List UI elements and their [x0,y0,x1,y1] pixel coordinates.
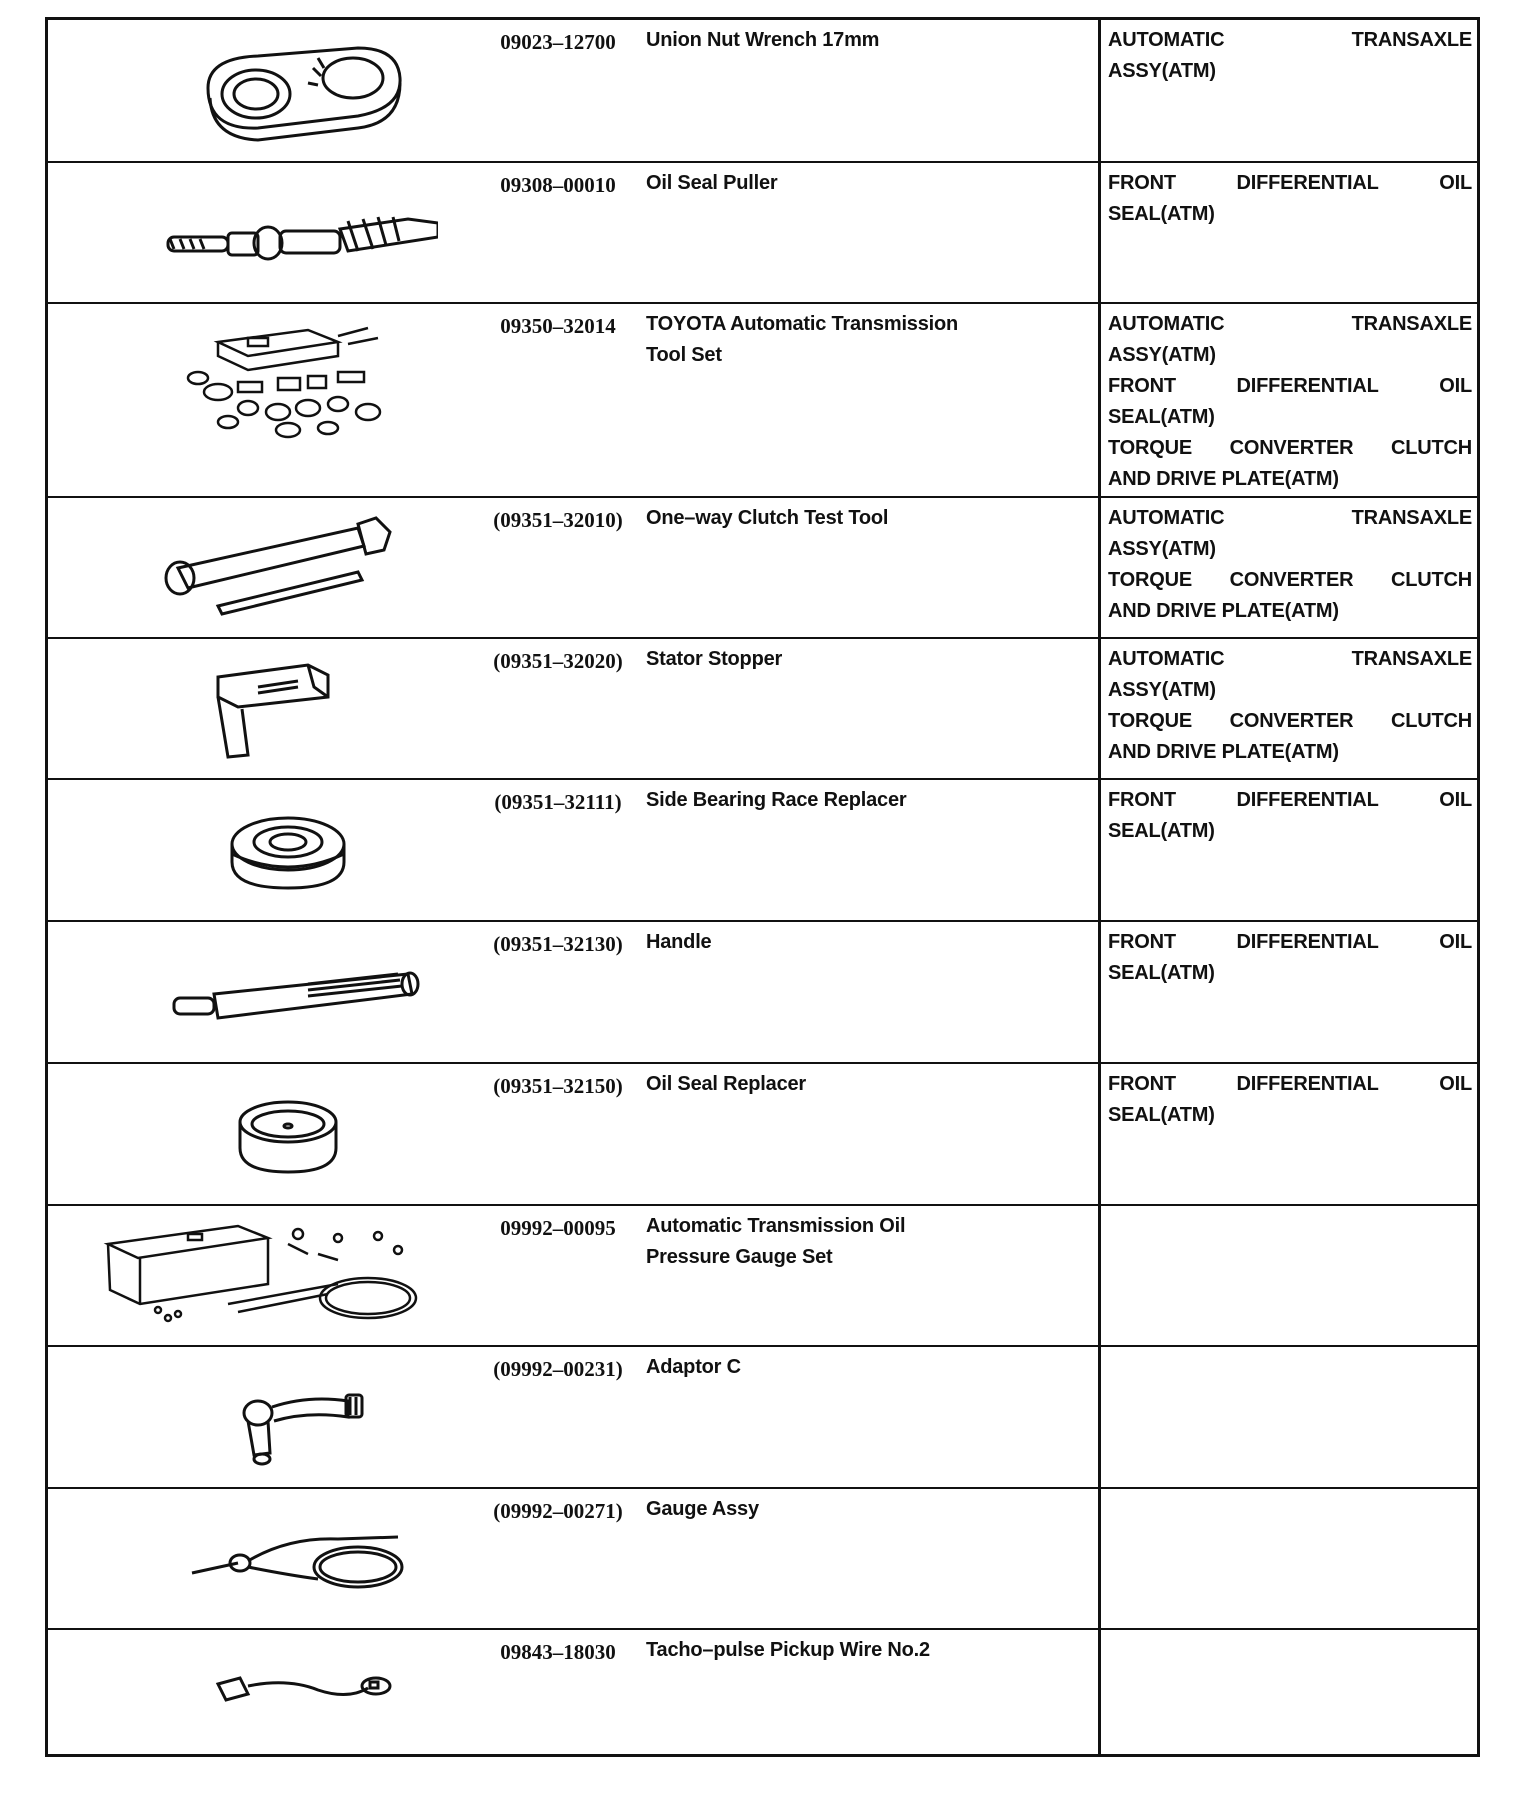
table-row [48,20,1477,163]
oil-seal-replacer-illustration [108,1072,438,1192]
tool-name: Oil Seal Replacer [646,1073,807,1095]
table-row [48,163,1477,304]
table-row [48,780,1477,922]
part-number: 09992–00095 [500,1216,616,1240]
part-number: (09351–32150) [493,1074,623,1098]
usage-cell: FRONT DIFFERENTIAL OIL SEAL(ATM) [1108,789,1472,842]
column-divider [1098,498,1101,637]
table-row [48,1630,1477,1757]
part-number: 09023–12700 [500,30,616,54]
tool-name: Handle [646,931,712,953]
tool-name: Side Bearing Race Replacer [646,789,907,811]
table-row [48,498,1477,639]
oil-seal-puller-illustration [108,171,438,291]
handle-illustration [108,930,438,1050]
table-row [48,922,1477,1064]
tool-name: Oil Seal Puller [646,172,778,194]
stator-stopper-illustration [108,647,438,767]
tool-name: TOYOTA Automatic Transmission Tool Set [646,313,959,366]
tool-name: Automatic Transmission Oil Pressure Gauge Set [646,1215,906,1268]
column-divider [1098,1630,1101,1757]
usage-cell: AUTOMATIC TRANSAXLE ASSY(ATM) TORQUE CONVERTER CLUTCH AND DRIVE PLATE(ATM) [1108,648,1472,763]
usage-cell: FRONT DIFFERENTIAL OIL SEAL(ATM) [1108,931,1472,984]
gauge-assy-illustration [108,1497,438,1617]
usage-cell: AUTOMATIC TRANSAXLE ASSY(ATM) TORQUE CONVERTER CLUTCH AND DRIVE PLATE(ATM) [1108,507,1472,622]
part-number: (09351–32020) [493,649,623,673]
table-row [48,1489,1477,1630]
adaptor-c-illustration [108,1355,438,1475]
column-divider [1098,1206,1101,1345]
column-divider [1098,163,1101,302]
tool-name: One–way Clutch Test Tool [646,507,889,529]
column-divider [1098,304,1101,496]
part-number: (09992–00271) [493,1499,623,1523]
pickup-wire-illustration [108,1638,438,1758]
part-number: (09351–32111) [494,790,622,814]
table-row [48,1347,1477,1489]
part-number: (09992–00231) [493,1357,623,1381]
column-divider [1098,922,1101,1062]
tool-name: Stator Stopper [646,648,783,670]
column-divider [1098,639,1101,778]
pressure-gauge-set-illustration [88,1214,448,1334]
column-divider [1098,780,1101,920]
union-nut-wrench-illustration [108,28,438,148]
clutch-test-tool-illustration [108,506,438,626]
column-divider [1098,1489,1101,1628]
special-service-tools-table [45,17,1480,1757]
table-row [48,304,1477,498]
usage-cell: AUTOMATIC TRANSAXLE ASSY(ATM) [1108,29,1472,82]
tool-name: Tacho–pulse Pickup Wire No.2 [646,1639,930,1661]
part-number: 09843–18030 [500,1640,616,1664]
column-divider [1098,1347,1101,1487]
usage-cell: FRONT DIFFERENTIAL OIL SEAL(ATM) [1108,1073,1472,1126]
part-number: 09308–00010 [500,173,616,197]
table-row [48,639,1477,780]
usage-cell: AUTOMATIC TRANSAXLE ASSY(ATM) FRONT DIFFERENTIAL OIL SEAL(ATM) TORQUE CONVERTER CLUTCH AND DRIVE PLATE(ATM) [1108,313,1472,490]
table-row [48,1064,1477,1206]
column-divider [1098,1064,1101,1204]
usage-cell: FRONT DIFFERENTIAL OIL SEAL(ATM) [1108,172,1472,225]
tool-name: Gauge Assy [646,1498,759,1520]
part-number: (09351–32130) [493,932,623,956]
part-number: (09351–32010) [493,508,623,532]
tool-name: Adaptor C [646,1356,741,1378]
tool-name: Union Nut Wrench 17mm [646,29,880,51]
side-bearing-race-replacer-illustration [108,788,438,908]
part-number: 09350–32014 [500,314,616,338]
table-row [48,1206,1477,1347]
column-divider [1098,20,1101,161]
tool-set-illustration [108,312,438,452]
